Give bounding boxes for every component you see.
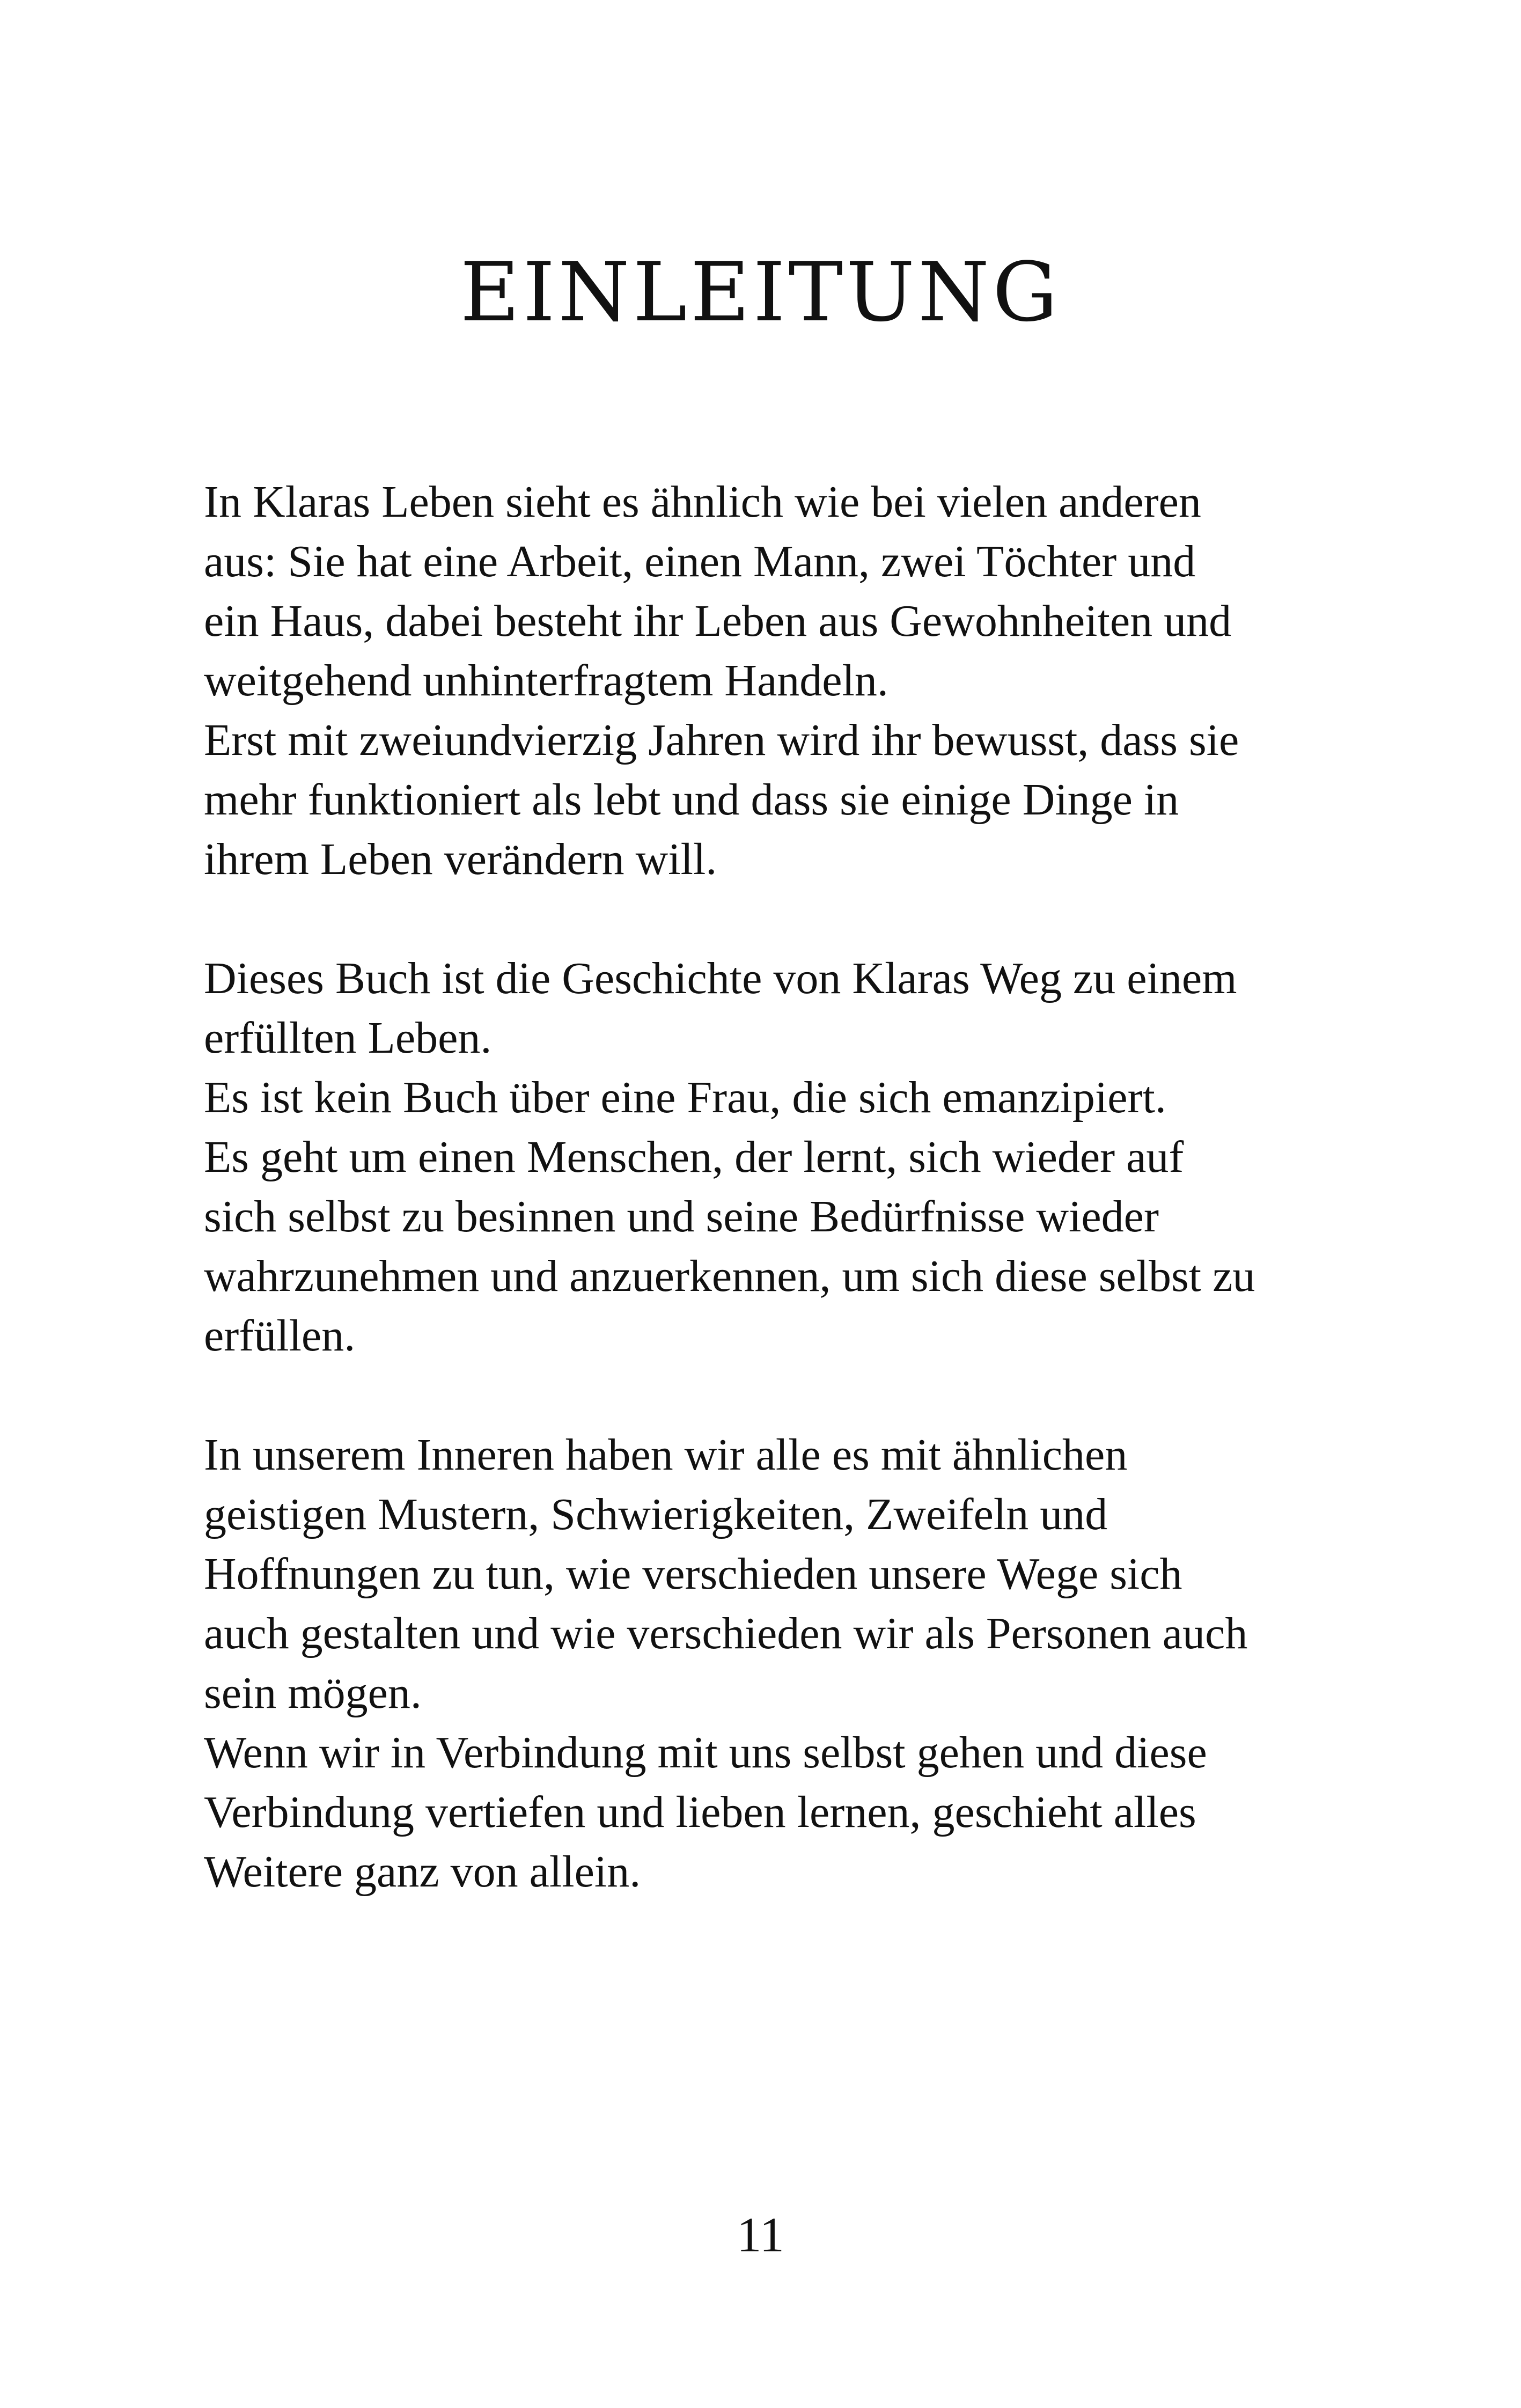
text-line: sich selbst zu besinnen und seine Bedürfnisse wieder — [204, 1192, 1159, 1242]
text-line: Wenn wir in Verbindung mit uns selbst gehen und diese — [204, 1728, 1207, 1778]
text-line: aus: Sie hat eine Arbeit, einen Mann, zwei Töchter und — [204, 537, 1196, 586]
text-line: In Klaras Leben sieht es ähnlich wie bei vielen anderen — [204, 477, 1201, 527]
text-line: mehr funktioniert als lebt und dass sie einige Dinge in — [204, 775, 1179, 825]
paragraph-gap — [204, 1365, 1352, 1425]
text-line: Hoffnungen zu tun, wie verschieden unsere Wege sich — [204, 1549, 1182, 1599]
text-line: wahrzunehmen und anzuerkennen, um sich diese selbst zu — [204, 1251, 1255, 1301]
text-line: weitgehend unhinterfragtem Handeln. — [204, 656, 888, 706]
text-line: Es ist kein Buch über eine Frau, die sich emanzipiert. — [204, 1073, 1166, 1122]
text-line: In unserem Inneren haben wir alle es mit ähnlichen — [204, 1430, 1128, 1480]
paragraph-gap — [204, 889, 1352, 949]
text-line: ihrem Leben verändern will. — [204, 834, 717, 884]
chapter-heading: EINLEITUNG — [460, 245, 1061, 340]
text-line: erfüllten Leben. — [204, 1013, 492, 1063]
text-line: Erst mit zweiundvierzig Jahren wird ihr bewusst, dass sie — [204, 715, 1239, 765]
text-line: geistigen Mustern, Schwierigkeiten, Zweifeln und — [204, 1489, 1108, 1539]
text-line: Dieses Buch ist die Geschichte von Klaras Weg zu einem — [204, 953, 1237, 1003]
text-line: ein Haus, dabei besteht ihr Leben aus Gewohnheiten und — [204, 596, 1232, 646]
paragraph-2 — [204, 949, 1352, 1365]
paragraph-3 — [204, 1425, 1352, 1902]
paragraph-1 — [204, 472, 1352, 889]
chapter-body — [204, 472, 1352, 1902]
text-line: Weitere ganz von allein. — [204, 1847, 641, 1897]
text-line: Verbindung vertiefen und lieben lernen, geschieht alles — [204, 1787, 1196, 1837]
text-line: Es geht um einen Menschen, der lernt, sich wieder auf — [204, 1132, 1184, 1182]
page-number: 11 — [737, 2207, 784, 2262]
text-line: sein mögen. — [204, 1668, 422, 1718]
text-line: erfüllen. — [204, 1311, 356, 1361]
text-line: auch gestalten und wie verschieden wir als Personen auch — [204, 1609, 1248, 1658]
